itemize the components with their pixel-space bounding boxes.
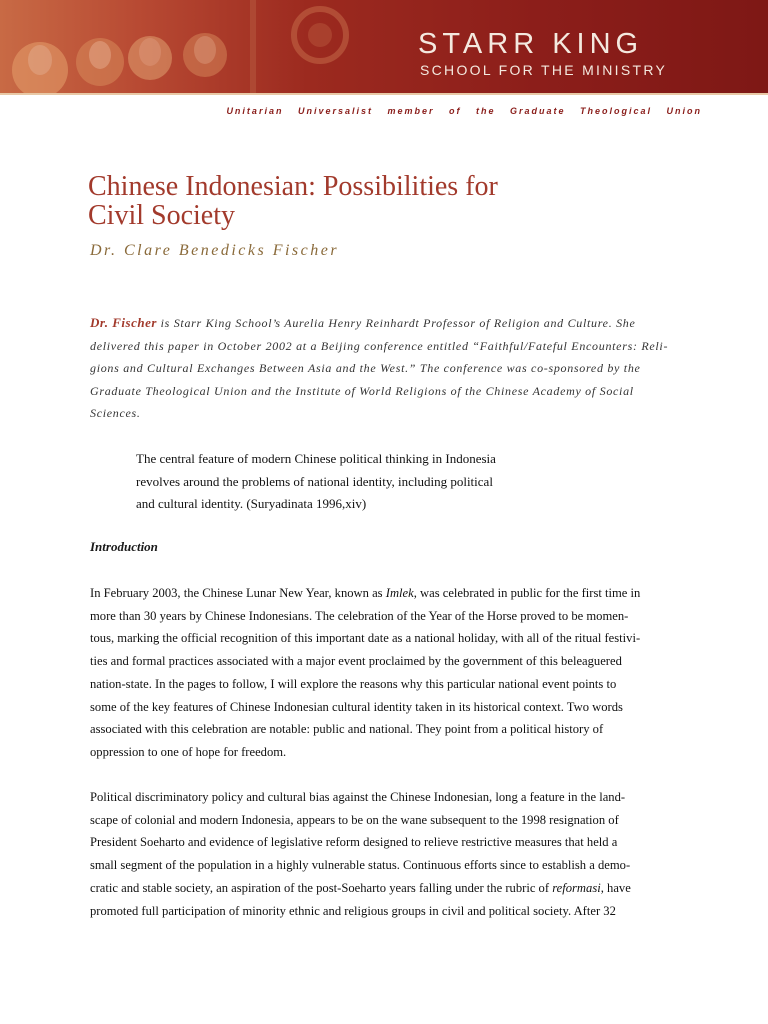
author-bio [90,312,690,425]
p2-line-5-after: , have [600,880,631,895]
p2-line-4: small segment of the population in a highly vulnerable status. Continuous efforts since to establish a demo- [90,858,631,873]
bio-line-3: gions and Cultural Exchanges Between Asia and the West.” The conference was co-sponsored by the [90,361,641,375]
p2-line-2: scape of colonial and modern Indonesia, appears to be on the wane subsequent to the 1998 resignation of [90,812,619,827]
p1-line1-before: In February 2003, the Chinese Lunar New Year, known as [90,586,386,600]
bio-line-2: delivered this paper in October 2002 at a Beijing conference entitled “Faithful/Fateful Encounters: Reli- [90,338,669,353]
quote-line-2: revolves around the problems of national identity, including political [136,473,493,489]
brand-subtitle: SCHOOL FOR THE MINISTRY [420,62,668,78]
p1-line-4: ties and formal practices associated with a major event proclaimed by the government of this beleaguered [90,654,622,669]
author-name: Dr. Clare Benedicks Fischer [90,242,340,259]
brand-title: STARR KING [418,28,644,60]
header-rule [0,93,768,95]
p2-line-7: promoted full participation of minority ethnic and religious groups in civil and political society. After 32 [90,903,616,918]
mosaic-artwork [0,0,420,93]
quote-line-1: The central feature of modern Chinese political thinking in Indonesia [136,451,496,466]
header-banner [0,0,768,93]
bio-line-4: Graduate Theological Union and the Institute of World Religions of the Chinese Academy of Social [90,383,634,398]
p2-italic-term: reformasi [552,880,601,895]
tagline: Unitarian Universalist member of the Graduate Theological Union [226,106,702,116]
p2-line-1: Political discriminatory policy and cultural bias against the Chinese Indonesian, long a feature in the land- [90,790,626,804]
p2-line-5: cratic and stable society, an aspiration of the post-Soeharto years falling under the rubric of [90,880,553,895]
p2-line-3: President Soeharto and evidence of legislative reform designed to relieve restrictive measures that held a [90,835,618,850]
quote-line-3: and cultural identity. (Suryadinata 1996,xiv) [136,496,367,511]
p1-line1-after: , was celebrated in public for the first time in [413,586,641,600]
epigraph-quote [136,448,536,516]
paragraph-1 [90,582,694,764]
p1-line-6: some of the key features of Chinese Indonesian cultural identity taken in its historical context. Two words [90,699,623,714]
bio-line-1: is Starr King School’s Aurelia Henry Reinhardt Professor of Religion and Culture. She [156,316,636,330]
p1-line-7: associated with this celebration are notable: public and national. They point from a political history of [90,722,604,737]
p1-line-3: tous, marking the official recognition of this important date as a national holiday, with all of the ritual festivi- [90,631,641,646]
p1-line-8: oppression to one of hope for freedom. [90,744,287,759]
p1-line-5: nation-state. In the pages to follow, I will explore the reasons why this particular national event points to [90,676,617,691]
paragraph-2 [90,786,694,922]
bio-line-5: Sciences. [90,406,141,420]
p1-italic-term: Imlek [385,586,414,600]
p1-line-2: more than 30 years by Chinese Indonesians. The celebration of the Year of the Horse proved to be momen- [90,608,629,623]
article-title [88,172,688,230]
bio-lead: Dr. Fischer [90,315,157,330]
title-line-2: Civil Society [88,200,235,231]
section-heading-introduction: Introduction [90,539,158,554]
title-line-1: Chinese Indonesian: Possibilities for [88,171,498,202]
